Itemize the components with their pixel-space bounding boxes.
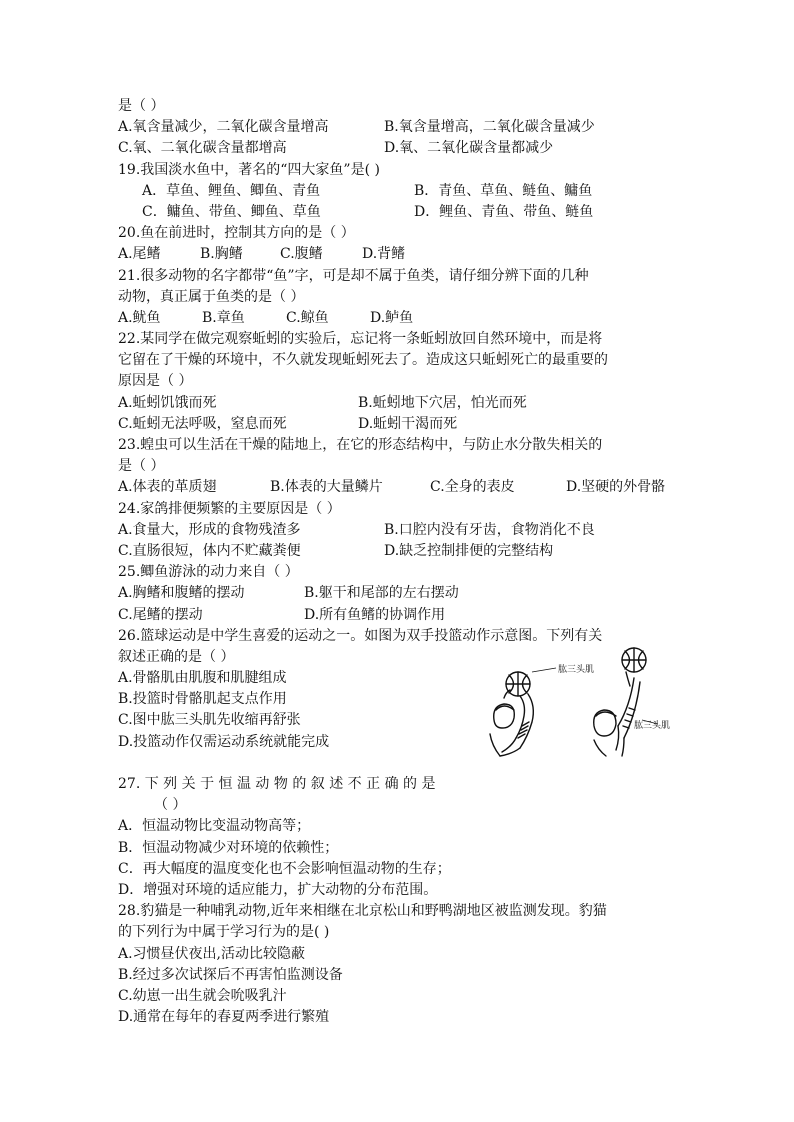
q26-stem: 26.篮球运动是中学生喜爱的运动之一。如图为双手投篮动作示意图。下列有关 — [118, 627, 603, 644]
basketball-shooting-figure — [482, 642, 682, 758]
q19-options-row1 — [118, 181, 678, 202]
q24-option-c: C.直肠很短，体内不贮藏粪便 — [118, 542, 301, 559]
q18-option-c: C.氧、二氧化碳含量都增高 — [118, 140, 287, 157]
basketball-figure-drawing — [482, 642, 682, 758]
q27-option-b: B．恒温动物减少对环境的依赖性； — [118, 839, 339, 856]
triceps-label-left: 肱三头肌 — [558, 665, 595, 675]
q28-option-a: A.习惯昼伏夜出,活动比较隐蔽 — [118, 945, 306, 962]
q28-option-d: D.通常在每年的春夏两季进行繁殖 — [118, 1009, 330, 1026]
q23-option-a: A.体表的革质翅 — [118, 479, 217, 496]
q18-stem-cont: 是（ ） — [118, 98, 165, 114]
q24-option-d: D.缺乏控制排便的完整结构 — [384, 542, 554, 559]
q25-options-row1 — [118, 583, 678, 604]
q24-stem: 24.家鸽排便频繁的主要原因是（ ） — [118, 500, 341, 517]
q22-option-d: D.蚯蚓干渴而死 — [358, 415, 458, 432]
q21-stem: 21.很多动物的名字都带“鱼”字，可是却不属于鱼类，请仔细分辨下面的几种 — [118, 267, 589, 284]
q27-option-d: D．增强对环境的适应能力，扩大动物的分布范围。 — [118, 881, 438, 898]
q22-stem2: 它留在了干燥的环境中，不久就发现蚯蚓死去了。造成这只蚯蚓死亡的最重要的 — [118, 352, 608, 369]
q19-options-row2 — [118, 202, 678, 223]
q18-options-row1 — [118, 117, 678, 138]
q25-option-b: B.躯干和尾部的左右摆动 — [304, 585, 459, 602]
q23-stem2: 是（ ） — [118, 458, 165, 475]
q25-option-d: D.所有鱼鳍的协调作用 — [304, 606, 446, 623]
q19-option-d: D．鲤鱼、青鱼、带鱼、鲢鱼 — [414, 203, 594, 220]
q20-option-d: D.背鳍 — [362, 246, 406, 263]
q28-option-b: B.经过多次试探后不再害怕监测设备 — [118, 966, 343, 983]
q22-option-c: C.蚯蚓无法呼吸，窒息而死 — [118, 415, 287, 432]
q23-stem: 23.蝗虫可以生活在干燥的陆地上，在它的形态结构中，与防止水分散失相关的 — [118, 437, 603, 453]
q26-option-c: C.图中肱三头肌先收缩再舒张 — [118, 712, 301, 729]
q21-options — [118, 308, 678, 329]
q24-options-row2 — [118, 541, 678, 562]
q18-option-b: B.氧含量增高，二氧化碳含量减少 — [384, 119, 595, 136]
q22-options-row2 — [118, 414, 678, 435]
q20-option-c: C.腹鳍 — [280, 246, 323, 263]
q18-option-d: D.氧、二氧化碳含量都减少 — [384, 140, 554, 157]
q28-option-c: C.幼崽一出生就会吮吸乳汁 — [118, 987, 287, 1004]
q19-option-b: B．青鱼、草鱼、鲢鱼、鳙鱼 — [414, 182, 593, 199]
q18-option-a: A.氧含量减少，二氧化碳含量增高 — [118, 119, 329, 136]
q23-option-c: C.全身的表皮 — [430, 479, 515, 496]
q23-option-d: D.坚硬的外骨骼 — [566, 479, 666, 496]
q26-stem2: 叙述正确的是（ ） — [118, 648, 235, 665]
q26-option-d: D.投篮动作仅需运动系统就能完成 — [118, 733, 330, 750]
q20-option-a: A.尾鳍 — [118, 246, 161, 263]
q22-option-a: A.蚯蚓饥饿而死 — [118, 394, 217, 411]
q21-option-d: D.鲈鱼 — [370, 309, 414, 326]
q27-option-c: C．再大幅度的温度变化也不会影响恒温动物的生存； — [118, 860, 451, 877]
q21-option-b: B.章鱼 — [202, 309, 245, 326]
q25-stem: 25.鲫鱼游泳的动力来自（ ） — [118, 564, 299, 581]
q24-option-b: B.口腔内没有牙齿，食物消化不良 — [384, 521, 595, 538]
q23-option-b: B.体表的大量鳞片 — [270, 479, 383, 496]
q22-stem: 22.某同学在做完观察蚯蚓的实验后，忘记将一条蚯蚓放回自然环境中，而是将 — [118, 331, 603, 348]
q19-option-c: C．鳙鱼、带鱼、鲫鱼、草鱼 — [142, 203, 321, 220]
q27-stem2: （ ） — [154, 797, 187, 814]
q25-options-row2 — [118, 605, 678, 626]
q21-option-c: C.鲸鱼 — [286, 309, 329, 326]
q21-stem2: 动物，真正属于鱼类的是（ ） — [118, 288, 305, 305]
q27-option-a: A．恒温动物比变温动物高等； — [118, 818, 311, 835]
q28-stem2: 的下列行为中属于学习行为的是( ) — [118, 924, 330, 941]
q21-option-a: A.鱿鱼 — [118, 309, 161, 326]
q20-option-b: B.胸鳍 — [200, 246, 243, 263]
q24-option-a: A.食量大，形成的食物残渣多 — [118, 521, 301, 538]
q26-option-a: A.骨骼肌由肌腹和肌腱组成 — [118, 670, 287, 687]
q22-options-row1 — [118, 393, 678, 414]
q25-option-a: A.胸鳍和腹鳍的摆动 — [118, 585, 245, 602]
triceps-label-right: 肱三头肌 — [634, 721, 671, 731]
q20-stem: 20.鱼在前进时，控制其方向的是（ ） — [118, 225, 355, 242]
q18-options-row2 — [118, 138, 678, 159]
q22-stem3: 原因是（ ） — [118, 373, 193, 390]
q19-stem: 19.我国淡水鱼中，著名的“四大家鱼”是( ) — [118, 161, 380, 178]
q20-options — [118, 244, 678, 265]
q19-option-a: A．草鱼、鲤鱼、鲫鱼、青鱼 — [142, 182, 321, 199]
q22-option-b: B.蚯蚓地下穴居，怕光而死 — [358, 394, 527, 411]
q26-option-b: B.投篮时骨骼肌起支点作用 — [118, 691, 287, 708]
q27-stem: 27. 下 列 关 于 恒 温 动 物 的 叙 述 不 正 确 的 是 — [118, 776, 436, 792]
question-sheet — [118, 96, 678, 1028]
q25-option-c: C.尾鳍的摆动 — [118, 606, 203, 623]
q28-stem: 28.豹猫是一种哺乳动物,近年来相继在北京松山和野鸭湖地区被监测发现。豹猫 — [118, 903, 607, 920]
q23-options — [118, 477, 678, 498]
q24-options-row1 — [118, 520, 678, 541]
